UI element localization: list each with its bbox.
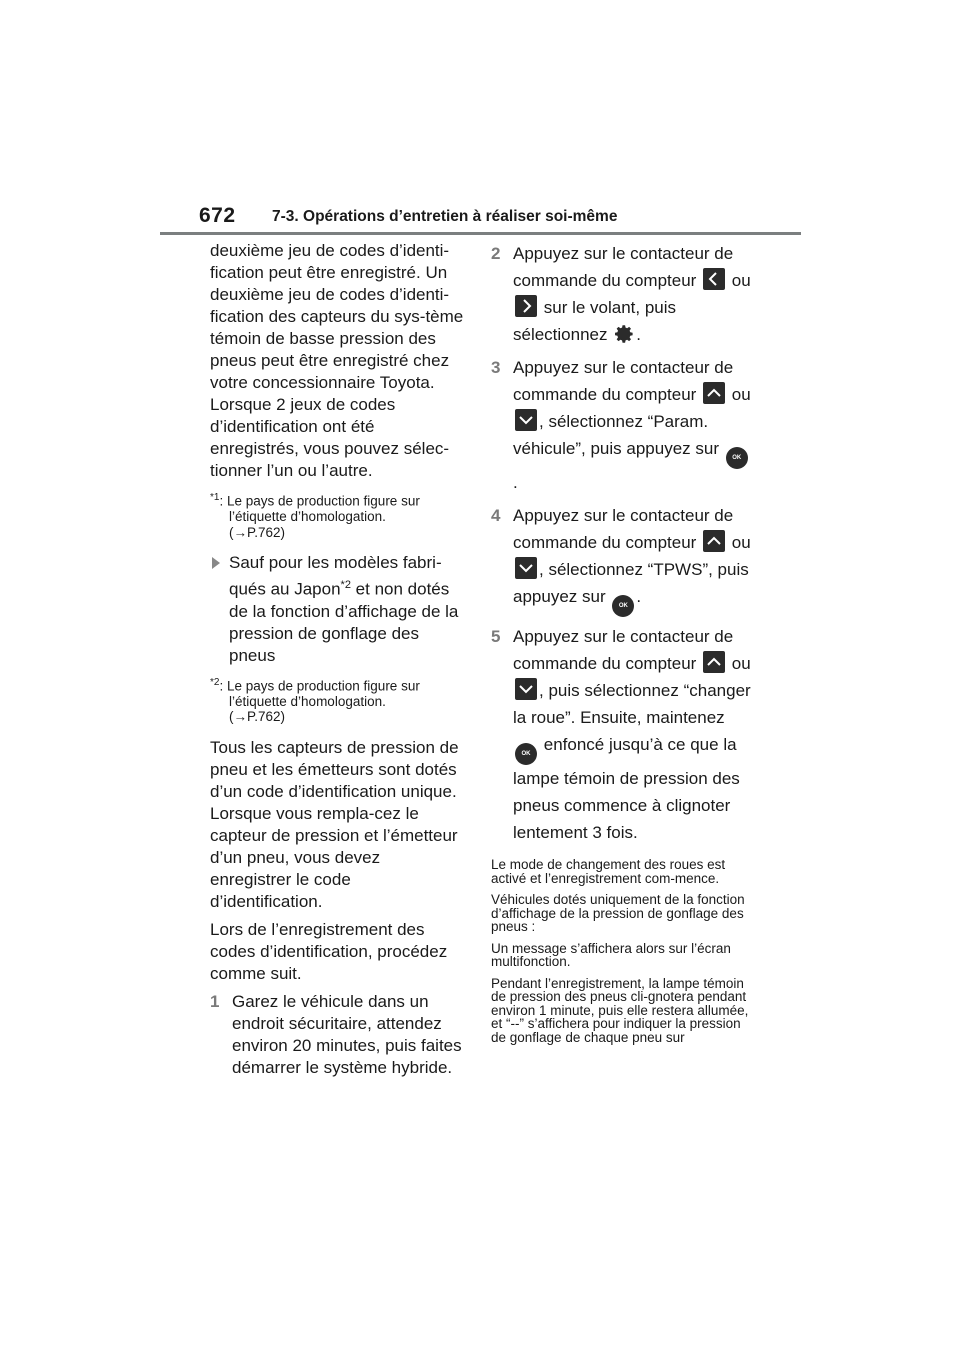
footnote-2-ref: (→P.762) [229,709,286,725]
intro-paragraph: deuxième jeu de codes d’identi-fication peut être enregistré. Un deuxième jeu de codes d’identi-fication des capteurs du sys-tème témoin de basse pression des pneus peut être enregistré chez votre concessionnaire Toyota. Lorsque 2 jeux de codes d’identification ont été enregistrés, vous pouvez sélec-tionner l’un ou l’autre. [210,241,464,480]
step-2-text-b: ou [731,271,751,290]
bullet-text-b: et non dotés de la fonction d’affichage de la pression de gonflage des pneus [229,579,459,665]
paragraph-procedure: Lors de l’enregistrement des codes d’identification, procédez comme suit. [210,919,448,983]
bullet-footnote-mark: *2 [340,579,351,591]
step-5-text-c: , puis sélectionnez “changer la roue”. Ensuite, maintenez [513,681,751,727]
note-registration: Pendant l’enregistrement, la lampe témoin de pression des pneus cli-gnotera pendant environ 1 minute, puis elle restera allumée, et “--” s’affichera pour indiquer la pression de gonflage de chaque pneu sur [491,975,749,1045]
step-4 [491,502,753,617]
note-vehicles: Véhicules dotés uniquement de la fonction d’affichage de la pression de gonflage des pneus : [491,892,745,934]
paragraph-sensors: Tous les capteurs de pression de pneu et les émetteurs sont dotés d’un code d’identification unique. Lorsque vous rempla-cez le capteur de pression et l’émetteur d’un pneu, vous devez enregistrer le code d’identification. [210,737,459,911]
chevron-up-icon [703,651,725,673]
page-number: 672 [199,204,236,227]
step-3-text-d: . [513,473,518,492]
footnote-2-text: : Le pays de production figure sur [219,678,420,694]
note-message: Un message s’affichera alors sur l’écran multifonction. [491,940,731,969]
step-2-text-c: sur le volant, puis sélectionnez [513,298,677,344]
footnote-1-mark: *1 [210,492,220,503]
gear-icon [613,323,635,345]
header-rule [160,232,801,235]
footnote-1-text-2: l’étiquette d’homologation. [229,509,386,524]
step-3 [491,354,753,496]
step-1-number: 1 [210,991,220,1011]
chevron-up-icon [703,530,725,552]
ok-button-icon: OK [726,447,748,469]
chevron-down-icon [515,409,537,431]
step-2-text-d: . [636,325,641,344]
step-2-text-a: Appuyez sur le contacteur de commande du compteur [513,244,734,290]
right-column [491,240,753,1044]
step-4-text-c: , sélectionnez “TPWS”, puis appuyez sur [513,560,749,606]
note-wheel-change: Le mode de changement des roues est activé et l’enregistrement com-mence. [491,857,726,886]
step-5 [491,623,753,846]
ok-button-icon: OK [612,595,634,617]
step-4-text-a: Appuyez sur le contacteur de commande du compteur [513,506,734,552]
chevron-right-icon [515,295,537,317]
bullet-text-a: Sauf pour les modèles fabri-qués au Japon [229,553,442,599]
footnote-1-ref: (→P.762) [229,524,286,540]
footnote-2-mark: *2 [210,676,220,688]
step-5-text-a: Appuyez sur le contacteur de commande du compteur [513,627,734,673]
step-2-number: 2 [491,244,501,263]
footnote-2 [210,675,464,725]
step-1-text: Garez le véhicule dans un endroit sécuritaire, attendez environ 20 minutes, puis faites démarrer le système hybride. [232,991,462,1077]
chevron-left-icon [703,268,725,290]
step-5-number: 5 [491,627,501,646]
step-2 [491,240,753,348]
step-3-number: 3 [491,358,501,377]
step-4-text-d: . [636,587,642,606]
chevron-down-icon [515,678,537,700]
chevron-down-icon [515,557,537,579]
ok-button-icon: OK [515,743,537,765]
footnote-2-text-2: l’étiquette d’homologation. [229,693,386,709]
left-column [210,240,464,1079]
step-5-text-b: ou [731,654,751,673]
triangle-bullet-icon [212,557,220,569]
step-4-number: 4 [491,506,501,525]
step-3-text-b: ou [731,385,751,404]
step-5-text-d: enfoncé jusqu’à ce que la lampe témoin de pression des pneus commence à clignoter lentement 3 fois. [513,735,740,842]
step-4-text-b: ou [731,533,751,552]
footnote-1-text: : Le pays de production figure sur [219,493,420,509]
chevron-up-icon [703,382,725,404]
step-3-text-a: Appuyez sur le contacteur de commande du compteur [513,358,734,404]
step-1 [210,991,464,1079]
step-3-text-c: , sélectionnez “Param. véhicule”, puis appuyez sur [513,412,720,458]
footnote-1 [210,490,464,540]
section-title: 7-3. Opérations d’entretien à réaliser soi-même [272,208,618,225]
bullet-item [210,552,464,667]
